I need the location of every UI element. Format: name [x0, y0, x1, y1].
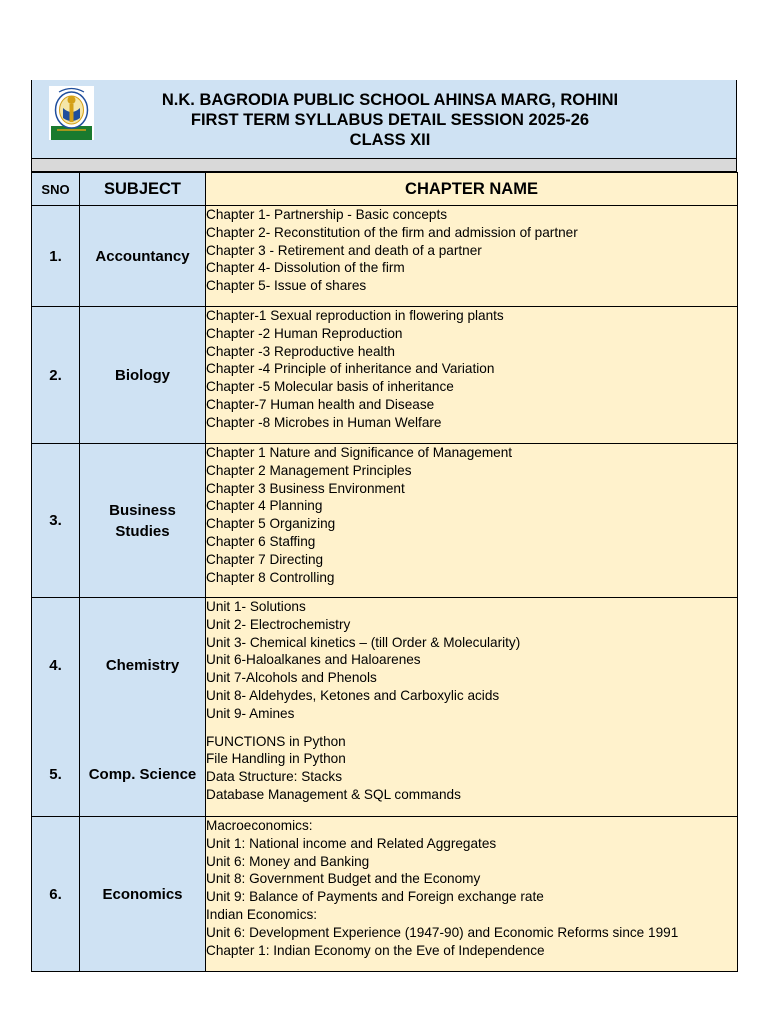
syllabus-sheet [31, 80, 737, 972]
chapter-item: Chapter -4 Principle of inheritance and Variation [206, 361, 495, 377]
class-title: CLASS XII [349, 131, 431, 149]
chapter-list [206, 307, 738, 444]
chapter-item: Unit 3- Chemical kinetics – (till Order & Molecularity) [206, 634, 521, 650]
chapter-item: Chapter 8 Controlling [206, 569, 335, 585]
chapter-item: Indian Economics: [206, 906, 318, 922]
chapter-item: Chapter 5- Issue of shares [206, 278, 367, 294]
chapter-item: Unit 8: Government Budget and the Economy [206, 871, 481, 887]
chapter-list [206, 206, 738, 307]
chapter-list [206, 598, 738, 733]
chapter-item: Unit 1: National income and Related Aggregates [206, 835, 497, 851]
row-subject: Biology [80, 307, 206, 444]
chapter-item: Chapter 1: Indian Economy on the Eve of Independence [206, 942, 545, 958]
chapter-item: Chapter 5 Organizing [206, 516, 336, 532]
table-row [32, 733, 738, 817]
chapter-item: Unit 9- Amines [206, 705, 295, 721]
school-header [31, 80, 737, 158]
chapter-item: Data Structure: Stacks [206, 769, 342, 785]
chapter-item: Chapter 1 Nature and Significance of Management [206, 445, 513, 460]
row-sno: 6. [32, 817, 80, 972]
row-sno: 1. [32, 206, 80, 307]
header-subject: SUBJECT [80, 173, 206, 206]
row-sno: 3. [32, 444, 80, 598]
row-subject: Accountancy [80, 206, 206, 307]
subject-line: Business [109, 501, 176, 519]
title-block [32, 90, 736, 150]
chapter-item: Database Management & SQL commands [206, 786, 461, 802]
chapter-item: Chapter-1 Sexual reproduction in flowering plants [206, 308, 504, 323]
chapter-item: Chapter 3 Business Environment [206, 480, 405, 496]
chapter-item: Chapter 3 - Retirement and death of a partner [206, 242, 482, 258]
chapter-list [206, 444, 738, 598]
chapter-item: Chapter 7 Directing [206, 551, 324, 567]
row-subject: Economics [80, 817, 206, 972]
chapter-item: Unit 7-Alcohols and Phenols [206, 670, 377, 686]
table-header-row [32, 173, 738, 206]
table-row [32, 307, 738, 444]
chapter-list [206, 733, 738, 817]
chapter-item: Unit 2- Electrochemistry [206, 616, 351, 632]
row-subject [80, 444, 206, 598]
table-row [32, 444, 738, 598]
chapter-item: Unit 6: Development Experience (1947-90) and Economic Reforms since 1991 [206, 924, 679, 940]
chapter-item: Unit 9: Balance of Payments and Foreign exchange rate [206, 889, 544, 905]
chapter-item: Chapter 2- Reconstitution of the firm and admission of partner [206, 224, 578, 240]
chapter-item: Chapter-7 Human health and Disease [206, 396, 435, 412]
chapter-item: Chapter -8 Microbes in Human Welfare [206, 414, 442, 430]
subject-line: Studies [115, 522, 170, 540]
row-sno: 4. [32, 598, 80, 733]
row-subject: Chemistry [80, 598, 206, 733]
chapter-item: Chapter -3 Reproductive health [206, 343, 395, 359]
chapter-item: Macroeconomics: [206, 818, 313, 833]
chapter-item: Chapter -5 Molecular basis of inheritance [206, 379, 454, 395]
chapter-item: File Handling in Python [206, 751, 346, 767]
row-sno: 2. [32, 307, 80, 444]
chapter-list [206, 817, 738, 972]
chapter-item: Unit 1- Solutions [206, 599, 306, 614]
chapter-item: Chapter 4- Dissolution of the firm [206, 260, 405, 276]
chapter-item: Unit 6: Money and Banking [206, 853, 370, 869]
header-chapter-name: CHAPTER NAME [206, 173, 738, 206]
row-subject: Comp. Science [80, 733, 206, 817]
chapter-item: FUNCTIONS in Python [206, 733, 346, 749]
table-row [32, 206, 738, 307]
table-row [32, 817, 738, 972]
chapter-item: Chapter 2 Management Principles [206, 462, 412, 478]
header-sno: SNO [32, 173, 80, 206]
row-sno: 5. [32, 733, 80, 817]
syllabus-title: FIRST TERM SYLLABUS DETAIL SESSION 2025-26 [190, 111, 590, 129]
table-row [32, 598, 738, 733]
syllabus-table [31, 172, 738, 972]
chapter-item: Chapter 6 Staffing [206, 533, 316, 549]
chapter-item: Chapter -2 Human Reproduction [206, 325, 403, 341]
chapter-item: Unit 8- Aldehydes, Ketones and Carboxylic acids [206, 687, 500, 703]
chapter-item: Chapter 1- Partnership - Basic concepts [206, 207, 448, 222]
chapter-item: Unit 6-Haloalkanes and Haloarenes [206, 652, 421, 668]
separator-row [31, 158, 737, 172]
school-name: N.K. BAGRODIA PUBLIC SCHOOL AHINSA MARG, ROHINI [161, 91, 619, 109]
chapter-item: Chapter 4 Planning [206, 498, 323, 514]
